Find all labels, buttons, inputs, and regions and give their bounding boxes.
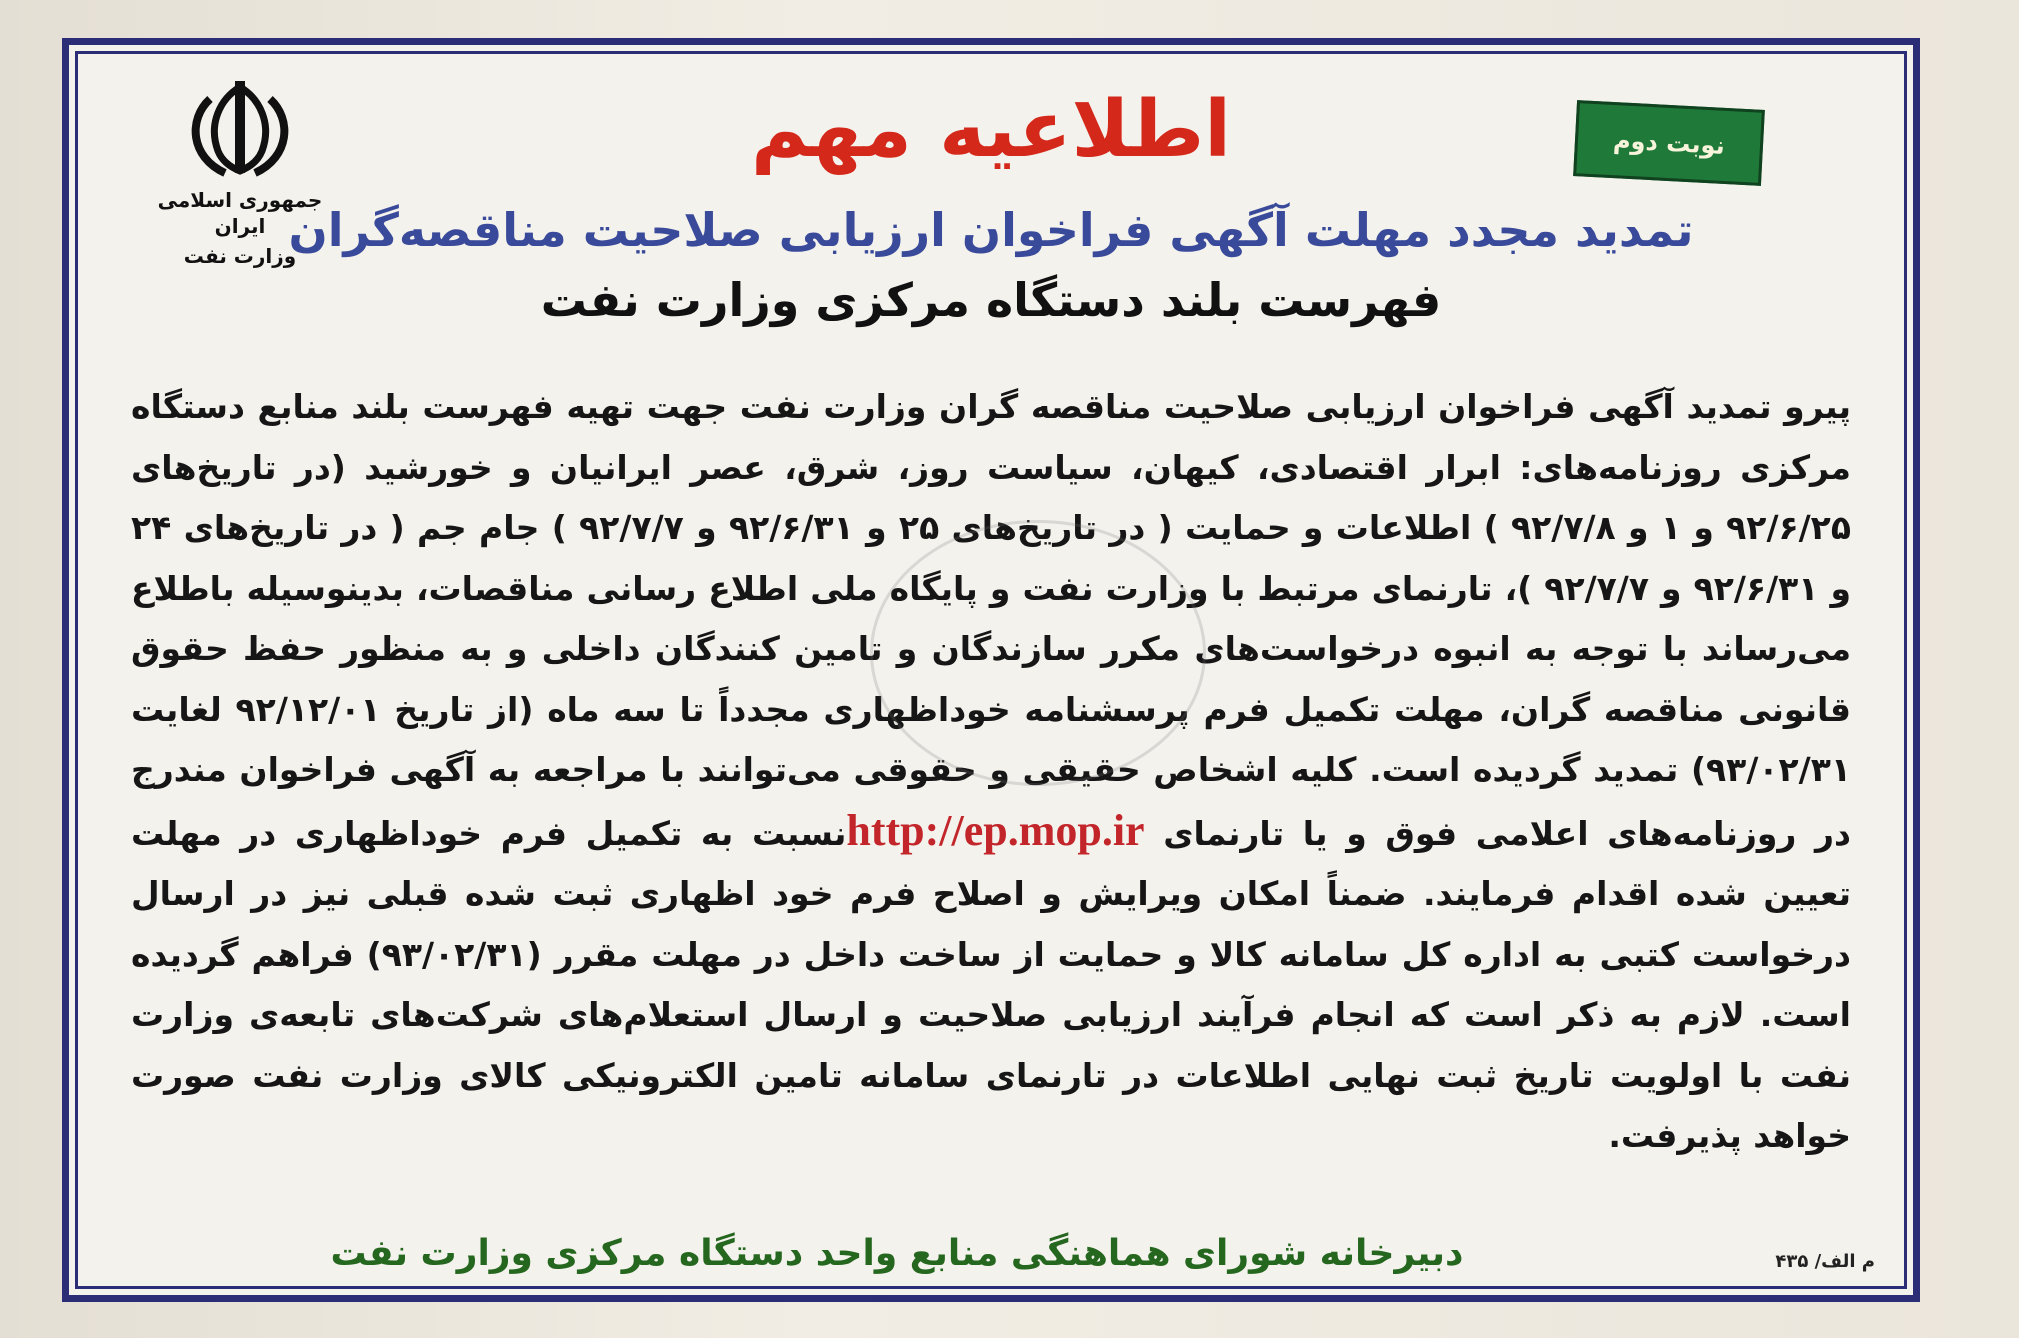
footer-signature: دبیرخانه شورای هماهنگی منابع واحد دستگاه مرکزی وزارت نفت <box>330 1233 1464 1274</box>
footer <box>111 1233 1913 1283</box>
body-paragraph-part1: پیرو تمدید آگهی فراخوان ارزیابی صلاحیت مناقصه گران وزارت نفت جهت تهیه فهرست بلند منابع دستگاه مرکزی روزنامه‌های: ابرار اقتصادی، کیهان، سیاست روز، شرق، عصر ایرانیان و خورشید (در تاریخ‌های ۹۲/۶/۲۵ و ۱ و ۹۲/۷/۸ ) اطلاعات و حمایت ( در تاریخ‌های ۲۵ و ۹۲/۶/۳۱ و ۹۲/۷/۷ ) جام جم ( در تاریخ‌های ۲۴ و ۹۲/۶/۳۱ و ۹۲/۷/۷ )، تارنمای مرتبط با وزارت نفت و پایگاه ملی اطلاع رسانی مناقصات، بدینوسیله باطلاع می‌رساند با توجه به انبوه درخواست‌های مکرر سازندگان و تامین کنندگان داخلی و به منظور حفظ حقوق قانونی مناقصه گران، مهلت تکمیل فرم پرسشنامه خوداظهاری مجدداً تا سه ماه (از تاریخ ۹۲/۱۲/۰۱ لغایت ۹۳/۰۲/۳۱) تمدید گردیده است. کلیه اشخاص حقیقی و حقوقی می‌توانند با مراجعه به آگهی فراخوان مندرج در روزنامه‌های اعلامی فوق و یا تارنمای <box>131 387 1851 853</box>
notice-frame <box>62 38 1920 1302</box>
notice-body <box>131 377 1851 1167</box>
round-badge: نوبت دوم <box>1573 100 1765 186</box>
body-paragraph-part2: نسبت به تکمیل فرم خوداظهاری در مهلت تعیین شده اقدام فرمایند. ضمناً امکان ویرایش و اصلاح فرم خود اظهاری ثبت شده قبلی نیز در ارسال درخواست کتبی به اداره کل سامانه کالا و حمایت از ساخت داخل در مهلت مقرر (۹۳/۰۲/۳۱) فراهم گردیده است. لازم به ذکر است که انجام فرآیند ارزیابی صلاحیت و ارسال استعلام‌های شرکت‌های تابعه‌ی وزارت نفت با اولویت تاریخ ثبت نهایی اطلاعات در تارنمای سامانه تامین الکترونیکی کالای وزارت نفت صورت خواهد پذیرفت. <box>131 813 1851 1155</box>
subtitle: تمدید مجدد مهلت آگهی فراخوان ارزیابی صلاحیت مناقصه‌گران <box>288 203 1694 257</box>
emblem-caption-country: جمهوری اسلامی ایران <box>157 188 323 238</box>
iran-emblem-icon <box>180 79 300 179</box>
headline: اطلاعیه مهم <box>751 85 1231 175</box>
emblem-caption-ministry: وزارت نفت <box>183 244 297 268</box>
footer-ad-code: م الف/ ۴۳۵ <box>1775 1251 1875 1272</box>
website-link[interactable]: http://ep.mop.ir <box>846 805 1145 855</box>
subtitle-secondary: فهرست بلند دستگاه مرکزی وزارت نفت <box>540 273 1442 327</box>
